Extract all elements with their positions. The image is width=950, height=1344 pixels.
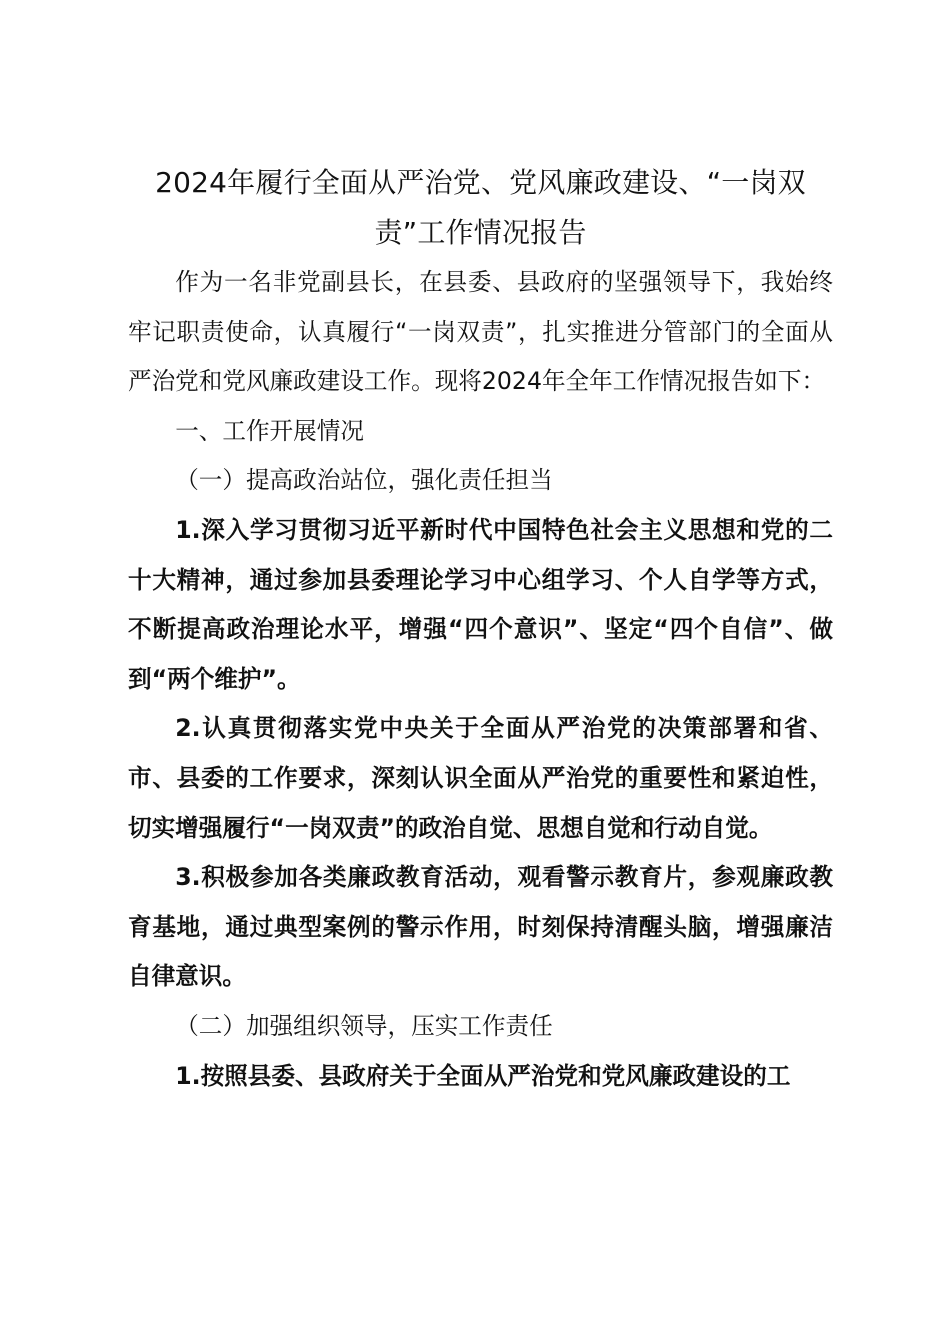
subsection-heading-political-standing: （一）提高政治站位，强化责任担当 xyxy=(175,466,553,495)
document-body xyxy=(128,158,833,1101)
subsection-heading-organization-leadership: （二）加强组织领导，压实工作责任 xyxy=(175,1011,553,1040)
list-item: 1.深入学习贯彻习近平新时代中国特色社会主义思想和党的二十大精神，通过参加县委理论学习中心组学习、个人自学等方式，不断提高政治理论水平，增强“四个意识”、坚定“四个自信”、做到“两个维护”。 xyxy=(128,515,833,693)
document-title: 2024年履行全面从严治党、党风廉政建设、“一岗双责”工作情况报告 xyxy=(155,166,806,249)
list-item: 2.认真贯彻落实党中央关于全面从严治党的决策部署和省、市、县委的工作要求，深刻认识全面从严治党的重要性和紧迫性，切实增强履行“一岗双责”的政治自觉、思想自觉和行动自觉。 xyxy=(128,714,833,842)
section-heading-work-status: 一、工作开展情况 xyxy=(175,416,364,445)
list-item: 1.按照县委、县政府关于全面从严治党和党风廉政建设的工 xyxy=(175,1061,791,1090)
intro-paragraph: 作为一名非党副县长，在县委、县政府的坚强领导下，我始终牢记职责使命，认真履行“一岗双责”，扎实推进分管部门的全面从严治党和党风廉政建设工作。现将2024年全年工作情况报告如下： xyxy=(128,268,833,396)
list-item: 3.积极参加各类廉政教育活动，观看警示教育片，参观廉政教育基地，通过典型案例的警示作用，时刻保持清醒头脑，增强廉洁自律意识。 xyxy=(128,863,833,991)
